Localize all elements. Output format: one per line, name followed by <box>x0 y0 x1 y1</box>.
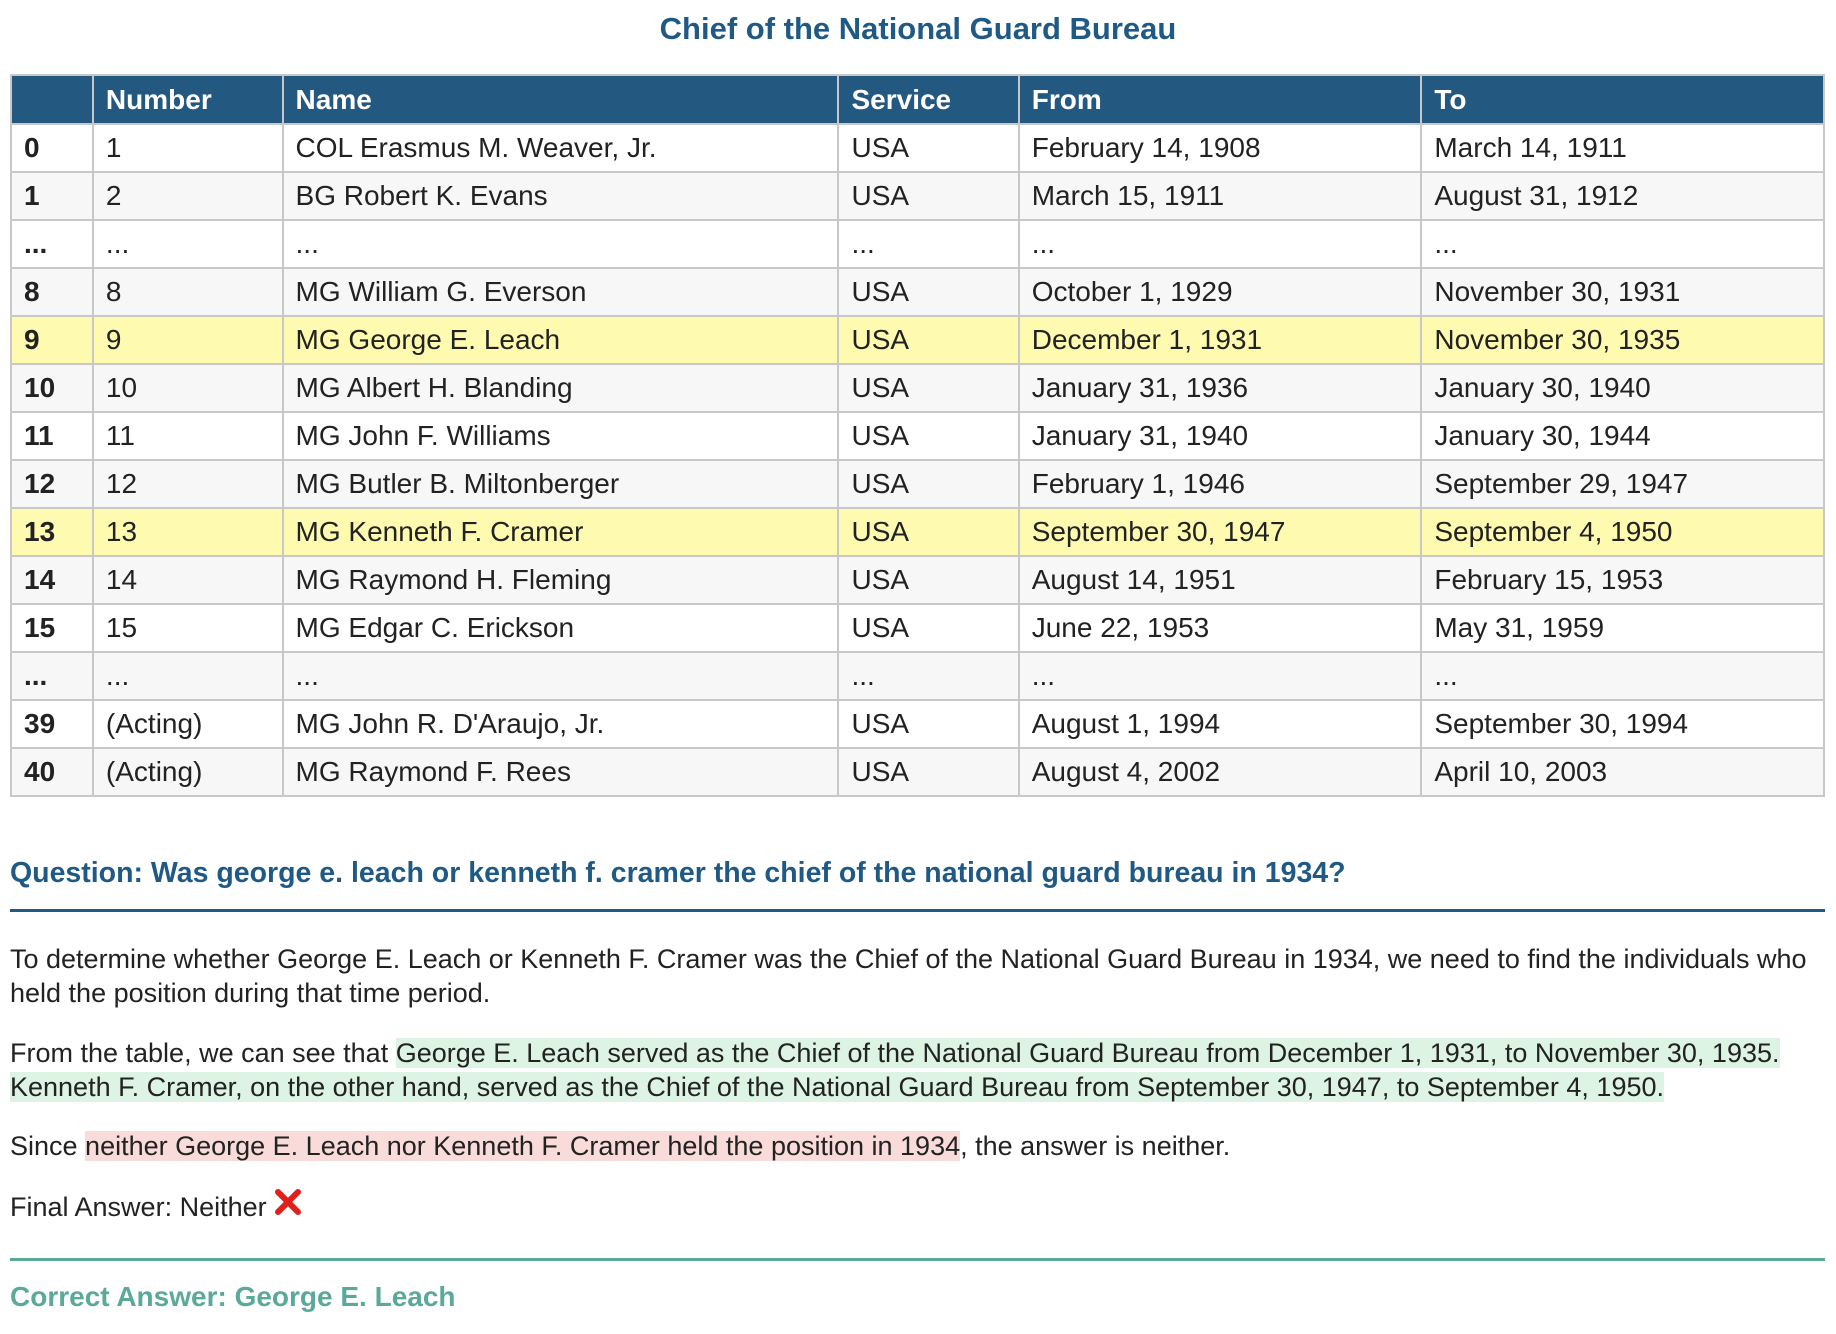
cell-index: 15 <box>11 604 93 652</box>
cell-service: USA <box>838 364 1018 412</box>
cell-to: February 15, 1953 <box>1421 556 1824 604</box>
cell-index: 14 <box>11 556 93 604</box>
cell-service: USA <box>838 700 1018 748</box>
cell-from: October 1, 1929 <box>1019 268 1422 316</box>
table-body <box>11 124 1824 796</box>
column-header-to: To <box>1421 75 1824 124</box>
cell-name: MG George E. Leach <box>283 316 839 364</box>
cell-name: MG John F. Williams <box>283 412 839 460</box>
cell-service: ... <box>838 652 1018 700</box>
cell-to: ... <box>1421 652 1824 700</box>
final-answer <box>10 1190 1825 1225</box>
cell-name: MG Butler B. Miltonberger <box>283 460 839 508</box>
column-header-from: From <box>1019 75 1422 124</box>
column-header-name: Name <box>283 75 839 124</box>
conclusion-suffix: , the answer is neither. <box>960 1131 1231 1161</box>
cell-from: January 31, 1936 <box>1019 364 1422 412</box>
conclusion-prefix: Since <box>10 1131 86 1161</box>
column-header-index <box>11 75 93 124</box>
cell-service: USA <box>838 124 1018 172</box>
cell-from: August 4, 2002 <box>1019 748 1422 796</box>
cell-service: USA <box>838 412 1018 460</box>
cell-service: USA <box>838 556 1018 604</box>
cell-service: USA <box>838 316 1018 364</box>
cell-index: 39 <box>11 700 93 748</box>
evidence-highlight: George E. Leach served as the Chief of the National Guard Bureau from December 1, 1931, to November 30, 1935. Kenneth F. Cramer, on the other hand, served as the Chief of the National Guard Bureau from September 30, 1947, to September 4, 1950. <box>10 1038 1780 1102</box>
cell-name: MG Edgar C. Erickson <box>283 604 839 652</box>
cell-name: MG Raymond F. Rees <box>283 748 839 796</box>
cell-number: ... <box>93 220 283 268</box>
cell-from: February 1, 1946 <box>1019 460 1422 508</box>
table-row <box>11 460 1824 508</box>
cell-service: USA <box>838 604 1018 652</box>
cell-name: BG Robert K. Evans <box>283 172 839 220</box>
table-row <box>11 412 1824 460</box>
cell-to: January 30, 1940 <box>1421 364 1824 412</box>
cell-to: September 30, 1994 <box>1421 700 1824 748</box>
cell-number: (Acting) <box>93 700 283 748</box>
table-row <box>11 124 1824 172</box>
table-row <box>11 604 1824 652</box>
answer-paragraph-conclusion <box>10 1129 1825 1163</box>
cell-from: December 1, 1931 <box>1019 316 1422 364</box>
cell-from: August 1, 1994 <box>1019 700 1422 748</box>
cell-index: ... <box>11 652 93 700</box>
cell-from: June 22, 1953 <box>1019 604 1422 652</box>
cell-number: 10 <box>93 364 283 412</box>
cross-mark-icon <box>273 1187 303 1225</box>
table-row <box>11 268 1824 316</box>
cell-index: 40 <box>11 748 93 796</box>
cell-number: 8 <box>93 268 283 316</box>
column-header-number: Number <box>93 75 283 124</box>
table-row <box>11 364 1824 412</box>
cell-from: September 30, 1947 <box>1019 508 1422 556</box>
cell-number: ... <box>93 652 283 700</box>
cell-name: MG Kenneth F. Cramer <box>283 508 839 556</box>
cell-number: 9 <box>93 316 283 364</box>
cell-name: COL Erasmus M. Weaver, Jr. <box>283 124 839 172</box>
answer-paragraph-evidence <box>10 1036 1825 1104</box>
table-row <box>11 700 1824 748</box>
cell-index: 13 <box>11 508 93 556</box>
question-divider <box>10 909 1825 912</box>
cell-from: March 15, 1911 <box>1019 172 1422 220</box>
cell-to: ... <box>1421 220 1824 268</box>
cell-to: April 10, 2003 <box>1421 748 1824 796</box>
table-row <box>11 652 1824 700</box>
correct-answer-divider <box>10 1258 1825 1261</box>
cell-number: (Acting) <box>93 748 283 796</box>
table-row <box>11 508 1824 556</box>
cell-service: USA <box>838 460 1018 508</box>
final-answer-text: Final Answer: Neither <box>10 1192 267 1222</box>
cell-from: ... <box>1019 220 1422 268</box>
cell-service: USA <box>838 508 1018 556</box>
cell-service: USA <box>838 748 1018 796</box>
cell-service: USA <box>838 172 1018 220</box>
table-row <box>11 316 1824 364</box>
cell-name: MG William G. Everson <box>283 268 839 316</box>
cell-number: 2 <box>93 172 283 220</box>
cell-from: February 14, 1908 <box>1019 124 1422 172</box>
cell-index: ... <box>11 220 93 268</box>
evidence-prefix: From the table, we can see that <box>10 1038 396 1068</box>
table-row <box>11 172 1824 220</box>
correct-answer: Correct Answer: George E. Leach <box>10 1281 456 1312</box>
conclusion-highlight: neither George E. Leach nor Kenneth F. Cramer held the position in 1934 <box>85 1131 961 1161</box>
cell-name: ... <box>283 652 839 700</box>
cell-name: MG Raymond H. Fleming <box>283 556 839 604</box>
cell-index: 10 <box>11 364 93 412</box>
cell-index: 12 <box>11 460 93 508</box>
cell-to: November 30, 1935 <box>1421 316 1824 364</box>
cell-from: January 31, 1940 <box>1019 412 1422 460</box>
cell-index: 1 <box>11 172 93 220</box>
cell-index: 0 <box>11 124 93 172</box>
cell-index: 11 <box>11 412 93 460</box>
cell-from: August 14, 1951 <box>1019 556 1422 604</box>
cell-number: 11 <box>93 412 283 460</box>
cell-to: September 29, 1947 <box>1421 460 1824 508</box>
cell-to: September 4, 1950 <box>1421 508 1824 556</box>
cell-name: MG Albert H. Blanding <box>283 364 839 412</box>
table-header-row <box>11 75 1824 124</box>
cell-number: 15 <box>93 604 283 652</box>
cell-number: 12 <box>93 460 283 508</box>
cell-service: USA <box>838 268 1018 316</box>
cell-number: 14 <box>93 556 283 604</box>
cell-to: March 14, 1911 <box>1421 124 1824 172</box>
table-row <box>11 220 1824 268</box>
table-row <box>11 556 1824 604</box>
cell-to: August 31, 1912 <box>1421 172 1824 220</box>
cell-from: ... <box>1019 652 1422 700</box>
cell-number: 1 <box>93 124 283 172</box>
cell-name: ... <box>283 220 839 268</box>
question-heading: Question: Was george e. leach or kenneth f. cramer the chief of the national guard bureau in 1934? <box>10 857 1346 889</box>
cell-name: MG John R. D'Araujo, Jr. <box>283 700 839 748</box>
table-row <box>11 748 1824 796</box>
data-table <box>10 74 1825 797</box>
cell-index: 8 <box>11 268 93 316</box>
cell-to: May 31, 1959 <box>1421 604 1824 652</box>
cell-number: 13 <box>93 508 283 556</box>
cell-to: November 30, 1931 <box>1421 268 1824 316</box>
cell-to: January 30, 1944 <box>1421 412 1824 460</box>
page-title: Chief of the National Guard Bureau <box>659 11 1177 46</box>
cell-index: 9 <box>11 316 93 364</box>
column-header-service: Service <box>838 75 1018 124</box>
answer-paragraph-intro: To determine whether George E. Leach or Kenneth F. Cramer was the Chief of the National Guard Bureau in 1934, we need to find the individuals who held the position during that time period. <box>10 944 1807 1008</box>
cell-service: ... <box>838 220 1018 268</box>
